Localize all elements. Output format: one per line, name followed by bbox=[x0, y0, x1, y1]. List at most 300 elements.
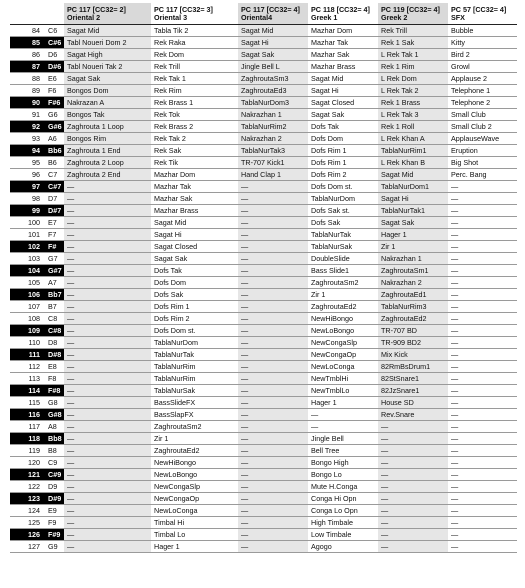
column-header-program: PC 117 [CC32= 2] bbox=[67, 5, 126, 14]
sound-cell: Bird 2 bbox=[448, 49, 517, 61]
column-header bbox=[151, 3, 238, 25]
sound-cell: — bbox=[238, 229, 308, 241]
table-row bbox=[10, 469, 517, 481]
key-number: 85 bbox=[10, 37, 44, 49]
table-row bbox=[10, 397, 517, 409]
key-note: D#6 bbox=[44, 61, 64, 73]
sound-cell: Rek Tik bbox=[151, 157, 238, 169]
key-note: D#7 bbox=[44, 205, 64, 217]
sound-cell: NewCongaOp bbox=[308, 349, 378, 361]
sound-cell: NewLoBongo bbox=[308, 325, 378, 337]
table-row bbox=[10, 121, 517, 133]
column-header bbox=[64, 3, 151, 25]
key-note: A7 bbox=[44, 277, 64, 289]
sound-cell: Kitty bbox=[448, 37, 517, 49]
sound-cell: Mix Kick bbox=[378, 349, 448, 361]
sound-cell: Sagat Closed bbox=[151, 241, 238, 253]
sound-cell: Rek 1 Brass bbox=[378, 97, 448, 109]
sound-cell: Sagat Mid bbox=[378, 169, 448, 181]
sound-cell: Dofs Rim 1 bbox=[308, 157, 378, 169]
key-note: D#9 bbox=[44, 493, 64, 505]
sound-cell: — bbox=[448, 313, 517, 325]
sound-cell: — bbox=[238, 373, 308, 385]
column-header-kit-name: SFX bbox=[451, 13, 465, 22]
key-note: C#9 bbox=[44, 469, 64, 481]
sound-cell: Dofs Dom bbox=[151, 277, 238, 289]
sound-cell: Rek 1 Sak bbox=[378, 37, 448, 49]
key-note: F8 bbox=[44, 373, 64, 385]
sound-cell: TablaNurTak bbox=[308, 229, 378, 241]
table-row bbox=[10, 181, 517, 193]
sound-cell: Dofs Rim 1 bbox=[308, 145, 378, 157]
sound-cell: Dofs Sak bbox=[308, 217, 378, 229]
key-number: 89 bbox=[10, 85, 44, 97]
key-note: B7 bbox=[44, 301, 64, 313]
sound-cell: Dofs Tak bbox=[151, 265, 238, 277]
key-note: E8 bbox=[44, 361, 64, 373]
sound-cell: Rek Sak bbox=[151, 145, 238, 157]
column-header-program: PC 117 [CC32= 4] bbox=[241, 5, 300, 14]
sound-cell: Dofs Dom st. bbox=[151, 325, 238, 337]
sound-cell: — bbox=[448, 385, 517, 397]
key-note: G6 bbox=[44, 109, 64, 121]
key-note: C#8 bbox=[44, 325, 64, 337]
sound-cell: Jingle Bell bbox=[308, 433, 378, 445]
key-note: C8 bbox=[44, 313, 64, 325]
table-row bbox=[10, 409, 517, 421]
sound-cell: TablaNurSak bbox=[151, 385, 238, 397]
key-note: G7 bbox=[44, 253, 64, 265]
sound-cell: — bbox=[448, 469, 517, 481]
key-number: 90 bbox=[10, 97, 44, 109]
key-note: E7 bbox=[44, 217, 64, 229]
sound-cell: — bbox=[64, 349, 151, 361]
sound-cell: — bbox=[64, 373, 151, 385]
sound-cell: NewCongaSlp bbox=[151, 481, 238, 493]
key-number: 92 bbox=[10, 121, 44, 133]
sound-cell: BassSlapFX bbox=[151, 409, 238, 421]
key-number: 111 bbox=[10, 349, 44, 361]
sound-cell: — bbox=[64, 265, 151, 277]
sound-cell: — bbox=[238, 313, 308, 325]
sound-cell: — bbox=[448, 481, 517, 493]
key-note: B6 bbox=[44, 157, 64, 169]
sound-cell: ApplauseWave bbox=[448, 133, 517, 145]
key-note: A6 bbox=[44, 133, 64, 145]
sound-cell: Nakrazhan 2 bbox=[378, 277, 448, 289]
sound-cell: Bubble bbox=[448, 25, 517, 37]
sound-cell: Big Shot bbox=[448, 157, 517, 169]
table-row bbox=[10, 325, 517, 337]
key-note: Bb7 bbox=[44, 289, 64, 301]
sound-cell: Rek Dom bbox=[151, 49, 238, 61]
table-row bbox=[10, 25, 517, 37]
sound-cell: Sagat Sak bbox=[151, 253, 238, 265]
table-row bbox=[10, 157, 517, 169]
sound-cell: Sagat Hi bbox=[151, 229, 238, 241]
table-row bbox=[10, 73, 517, 85]
sound-cell: — bbox=[64, 181, 151, 193]
sound-cell: Sagat Closed bbox=[308, 97, 378, 109]
sound-cell: 82JzSnare1 bbox=[378, 385, 448, 397]
sound-cell: — bbox=[448, 265, 517, 277]
sound-cell: — bbox=[64, 397, 151, 409]
sound-cell: — bbox=[64, 253, 151, 265]
key-number: 114 bbox=[10, 385, 44, 397]
table-body bbox=[10, 25, 517, 553]
sound-cell: — bbox=[64, 433, 151, 445]
sound-cell: — bbox=[238, 457, 308, 469]
key-note: G#8 bbox=[44, 409, 64, 421]
sound-cell: Sagat Hi bbox=[308, 85, 378, 97]
sound-cell: — bbox=[64, 241, 151, 253]
sound-cell: Bongo Lo bbox=[308, 469, 378, 481]
sound-cell: Tabla Tik 2 bbox=[151, 25, 238, 37]
sound-cell: — bbox=[448, 217, 517, 229]
sound-cell: — bbox=[448, 457, 517, 469]
key-number: 99 bbox=[10, 205, 44, 217]
sound-cell: — bbox=[238, 421, 308, 433]
sound-cell: — bbox=[378, 517, 448, 529]
sound-cell: — bbox=[64, 229, 151, 241]
sound-cell: — bbox=[238, 301, 308, 313]
table-row bbox=[10, 109, 517, 121]
key-number: 106 bbox=[10, 289, 44, 301]
sound-cell: TablaNurRim3 bbox=[378, 301, 448, 313]
sound-cell: — bbox=[64, 301, 151, 313]
sound-cell: Sagat Mid bbox=[64, 25, 151, 37]
sound-cell: NewLoBongo bbox=[151, 469, 238, 481]
sound-cell: TR-909 BD2 bbox=[378, 337, 448, 349]
key-number: 110 bbox=[10, 337, 44, 349]
sound-cell: — bbox=[64, 445, 151, 457]
key-note: E6 bbox=[44, 73, 64, 85]
header-key-note bbox=[44, 3, 64, 25]
sound-cell: — bbox=[64, 193, 151, 205]
column-header-kit-name: Oriental 2 bbox=[67, 13, 101, 22]
table-row bbox=[10, 217, 517, 229]
key-note: D6 bbox=[44, 49, 64, 61]
key-number: 91 bbox=[10, 109, 44, 121]
sound-cell: Rek Brass 1 bbox=[151, 97, 238, 109]
sound-cell: — bbox=[64, 517, 151, 529]
sound-cell: Dofs Rim 1 bbox=[151, 301, 238, 313]
key-number: 95 bbox=[10, 157, 44, 169]
sound-cell: Rek Brass 2 bbox=[151, 121, 238, 133]
sound-cell: Applause 2 bbox=[448, 73, 517, 85]
key-note: F#8 bbox=[44, 385, 64, 397]
sound-cell: NewCongaOp bbox=[151, 493, 238, 505]
sound-cell: — bbox=[238, 385, 308, 397]
column-header-kit-name: Greek 1 bbox=[311, 13, 338, 22]
sound-cell: — bbox=[64, 481, 151, 493]
sound-cell: NewLoConga bbox=[308, 361, 378, 373]
sound-cell: Dofs Dom bbox=[308, 133, 378, 145]
sound-cell: Bass Slide1 bbox=[308, 265, 378, 277]
sound-cell: — bbox=[238, 409, 308, 421]
table-row bbox=[10, 253, 517, 265]
key-note: F7 bbox=[44, 229, 64, 241]
sound-cell: — bbox=[378, 469, 448, 481]
sound-cell: Hand Clap 1 bbox=[238, 169, 308, 181]
sound-cell: — bbox=[238, 469, 308, 481]
key-number: 101 bbox=[10, 229, 44, 241]
key-note: A8 bbox=[44, 421, 64, 433]
sound-cell: ZaghroutaEd3 bbox=[238, 85, 308, 97]
sound-cell: — bbox=[64, 493, 151, 505]
key-number: 102 bbox=[10, 241, 44, 253]
table-row bbox=[10, 301, 517, 313]
table-row bbox=[10, 493, 517, 505]
table-row bbox=[10, 277, 517, 289]
key-number: 98 bbox=[10, 193, 44, 205]
sound-cell: — bbox=[64, 361, 151, 373]
sound-cell: DoubleSlide bbox=[308, 253, 378, 265]
column-header-program: PC 118 [CC32= 4] bbox=[311, 5, 370, 14]
sound-cell: Rek Tak 1 bbox=[151, 73, 238, 85]
key-number: 84 bbox=[10, 25, 44, 37]
sound-cell: — bbox=[238, 445, 308, 457]
key-number: 122 bbox=[10, 481, 44, 493]
sound-cell: Hager 1 bbox=[378, 229, 448, 241]
key-note: F# bbox=[44, 241, 64, 253]
sound-cell: Dofs Rim 2 bbox=[151, 313, 238, 325]
sound-cell: Dofs Tak bbox=[308, 121, 378, 133]
sound-cell: TablaNurTak1 bbox=[378, 205, 448, 217]
sound-cell: TR-707 Kick1 bbox=[238, 157, 308, 169]
key-number: 104 bbox=[10, 265, 44, 277]
sound-cell: Rek 1 Rim bbox=[378, 61, 448, 73]
sound-cell: Nakrazhan 1 bbox=[378, 253, 448, 265]
sound-cell: — bbox=[64, 289, 151, 301]
sound-cell: — bbox=[448, 349, 517, 361]
sound-cell: — bbox=[64, 217, 151, 229]
sound-cell: — bbox=[238, 517, 308, 529]
sound-cell: Sagat Mid bbox=[151, 217, 238, 229]
sound-cell: Bongo High bbox=[308, 457, 378, 469]
sound-cell: L Rek Tak 2 bbox=[378, 85, 448, 97]
table-row bbox=[10, 289, 517, 301]
column-header bbox=[448, 3, 517, 25]
sound-cell: — bbox=[238, 481, 308, 493]
key-note: F9 bbox=[44, 517, 64, 529]
sound-cell: — bbox=[378, 433, 448, 445]
sound-cell: Timbal Lo bbox=[151, 529, 238, 541]
sound-cell: Low Timbale bbox=[308, 529, 378, 541]
sound-cell: Mute H.Conga bbox=[308, 481, 378, 493]
sound-cell: Sagat Sak bbox=[64, 73, 151, 85]
sound-cell: TablaNurDom bbox=[308, 193, 378, 205]
table-row bbox=[10, 421, 517, 433]
table-row bbox=[10, 349, 517, 361]
sound-cell: Sagat High bbox=[64, 49, 151, 61]
sound-cell: — bbox=[378, 421, 448, 433]
key-note: G#7 bbox=[44, 265, 64, 277]
key-note: Bb6 bbox=[44, 145, 64, 157]
key-number: 126 bbox=[10, 529, 44, 541]
sound-cell: Mazhar Dom bbox=[308, 25, 378, 37]
sound-cell: — bbox=[64, 409, 151, 421]
table-row bbox=[10, 529, 517, 541]
key-note: C#7 bbox=[44, 181, 64, 193]
sound-cell: L Rek Tak 1 bbox=[378, 49, 448, 61]
sound-cell: Rek Trill bbox=[151, 61, 238, 73]
table-row bbox=[10, 49, 517, 61]
sound-cell: House SD bbox=[378, 397, 448, 409]
key-number: 108 bbox=[10, 313, 44, 325]
sound-cell: — bbox=[64, 457, 151, 469]
table-row bbox=[10, 373, 517, 385]
sound-cell: — bbox=[378, 481, 448, 493]
column-header-program: PC 57 [CC32= 4] bbox=[451, 5, 507, 14]
sound-cell: — bbox=[238, 205, 308, 217]
sound-cell: TablaNurDom3 bbox=[238, 97, 308, 109]
sound-cell: Rek Trill bbox=[378, 25, 448, 37]
sound-cell: Mazhar Brass bbox=[151, 205, 238, 217]
sound-cell: — bbox=[64, 421, 151, 433]
table-row bbox=[10, 85, 517, 97]
key-number: 115 bbox=[10, 397, 44, 409]
sound-cell: TablaNurRim1 bbox=[378, 145, 448, 157]
sound-cell: — bbox=[308, 409, 378, 421]
table-row bbox=[10, 505, 517, 517]
sound-cell: — bbox=[64, 385, 151, 397]
sound-cell: TablaNurTak3 bbox=[238, 145, 308, 157]
sound-cell: — bbox=[448, 241, 517, 253]
sound-cell: L Rek Khan A bbox=[378, 133, 448, 145]
sound-cell: — bbox=[238, 505, 308, 517]
sound-cell: Nakrazan A bbox=[64, 97, 151, 109]
key-number: 118 bbox=[10, 433, 44, 445]
header-key-number bbox=[10, 3, 44, 25]
sound-cell: — bbox=[238, 181, 308, 193]
sound-cell: L Rek Tak 3 bbox=[378, 109, 448, 121]
sound-cell: Sagat Sak bbox=[308, 109, 378, 121]
sound-cell: — bbox=[448, 433, 517, 445]
sound-cell: — bbox=[448, 361, 517, 373]
sound-cell: — bbox=[64, 541, 151, 553]
key-note: F6 bbox=[44, 85, 64, 97]
key-note: C6 bbox=[44, 25, 64, 37]
key-number: 100 bbox=[10, 217, 44, 229]
header-row bbox=[10, 3, 517, 25]
sound-cell: — bbox=[448, 505, 517, 517]
sound-cell: TablaNurRim bbox=[151, 361, 238, 373]
sound-cell: Eruption bbox=[448, 145, 517, 157]
sound-cell: — bbox=[378, 529, 448, 541]
sound-cell: — bbox=[448, 193, 517, 205]
sound-cell: — bbox=[238, 241, 308, 253]
key-number: 121 bbox=[10, 469, 44, 481]
sound-cell: Rek Tok bbox=[151, 109, 238, 121]
key-number: 88 bbox=[10, 73, 44, 85]
sound-cell: — bbox=[64, 277, 151, 289]
key-number: 97 bbox=[10, 181, 44, 193]
key-number: 105 bbox=[10, 277, 44, 289]
sound-cell: Zaghrouta 1 End bbox=[64, 145, 151, 157]
sound-cell: TablaNurDom1 bbox=[378, 181, 448, 193]
sound-cell: ZaghroutaSm1 bbox=[378, 265, 448, 277]
key-note: C7 bbox=[44, 169, 64, 181]
sound-cell: ZaghroutaEd2 bbox=[378, 313, 448, 325]
column-header-kit-name: Oriental 3 bbox=[154, 13, 188, 22]
table-row bbox=[10, 145, 517, 157]
table-row bbox=[10, 241, 517, 253]
sound-cell: 82StSnare1 bbox=[378, 373, 448, 385]
key-number: 107 bbox=[10, 301, 44, 313]
table-row bbox=[10, 61, 517, 73]
sound-cell: Small Club bbox=[448, 109, 517, 121]
sound-cell: TablaNurDom bbox=[151, 337, 238, 349]
key-number: 93 bbox=[10, 133, 44, 145]
sound-cell: NewHiBongo bbox=[308, 313, 378, 325]
sound-cell: Bongos Rim bbox=[64, 133, 151, 145]
sound-cell: — bbox=[448, 397, 517, 409]
column-header-kit-name: Oriental4 bbox=[241, 13, 273, 22]
sound-cell: — bbox=[64, 205, 151, 217]
key-note: G9 bbox=[44, 541, 64, 553]
sound-cell: — bbox=[238, 277, 308, 289]
sound-cell: Zaghrouta 2 End bbox=[64, 169, 151, 181]
sound-cell: Sagat Hi bbox=[238, 37, 308, 49]
sound-cell: Telephone 2 bbox=[448, 97, 517, 109]
sound-cell: Rev.Snare bbox=[378, 409, 448, 421]
key-note: D#8 bbox=[44, 349, 64, 361]
sound-cell: Dofs Dom st. bbox=[308, 181, 378, 193]
column-header bbox=[308, 3, 378, 25]
sound-cell: — bbox=[64, 505, 151, 517]
key-number: 113 bbox=[10, 373, 44, 385]
sound-cell: — bbox=[64, 325, 151, 337]
sound-cell: — bbox=[378, 541, 448, 553]
sound-cell: — bbox=[64, 313, 151, 325]
key-note: D7 bbox=[44, 193, 64, 205]
sound-cell: Conga Hi Opn bbox=[308, 493, 378, 505]
sound-cell: — bbox=[448, 253, 517, 265]
sound-cell: Small Club 2 bbox=[448, 121, 517, 133]
sound-cell: — bbox=[238, 349, 308, 361]
table-row bbox=[10, 541, 517, 553]
sound-cell: Hager 1 bbox=[151, 541, 238, 553]
key-number: 117 bbox=[10, 421, 44, 433]
sound-cell: Sagat Hi bbox=[378, 193, 448, 205]
key-note: D9 bbox=[44, 481, 64, 493]
sound-cell: — bbox=[378, 457, 448, 469]
key-number: 103 bbox=[10, 253, 44, 265]
sound-cell: Mazhar Tak bbox=[308, 37, 378, 49]
sound-cell: Sagat Sak bbox=[238, 49, 308, 61]
sound-cell: Dofs Sak st. bbox=[308, 205, 378, 217]
column-header bbox=[378, 3, 448, 25]
sound-cell: Bell Tree bbox=[308, 445, 378, 457]
key-number: 116 bbox=[10, 409, 44, 421]
sound-cell: 82RmBsDrum1 bbox=[378, 361, 448, 373]
sound-cell: — bbox=[238, 493, 308, 505]
key-note: Bb8 bbox=[44, 433, 64, 445]
key-number: 120 bbox=[10, 457, 44, 469]
sound-cell: — bbox=[238, 337, 308, 349]
sound-cell: — bbox=[238, 397, 308, 409]
sound-cell: Tabl Noueri Tak 2 bbox=[64, 61, 151, 73]
sound-cell: Rek 1 Roll bbox=[378, 121, 448, 133]
sound-cell: — bbox=[448, 301, 517, 313]
key-note: C#6 bbox=[44, 37, 64, 49]
sound-cell: Dofs Sak bbox=[151, 289, 238, 301]
sound-cell: — bbox=[378, 505, 448, 517]
key-number: 123 bbox=[10, 493, 44, 505]
sound-cell: TablaNurSak bbox=[308, 241, 378, 253]
sound-cell: L Rek Dom bbox=[378, 73, 448, 85]
